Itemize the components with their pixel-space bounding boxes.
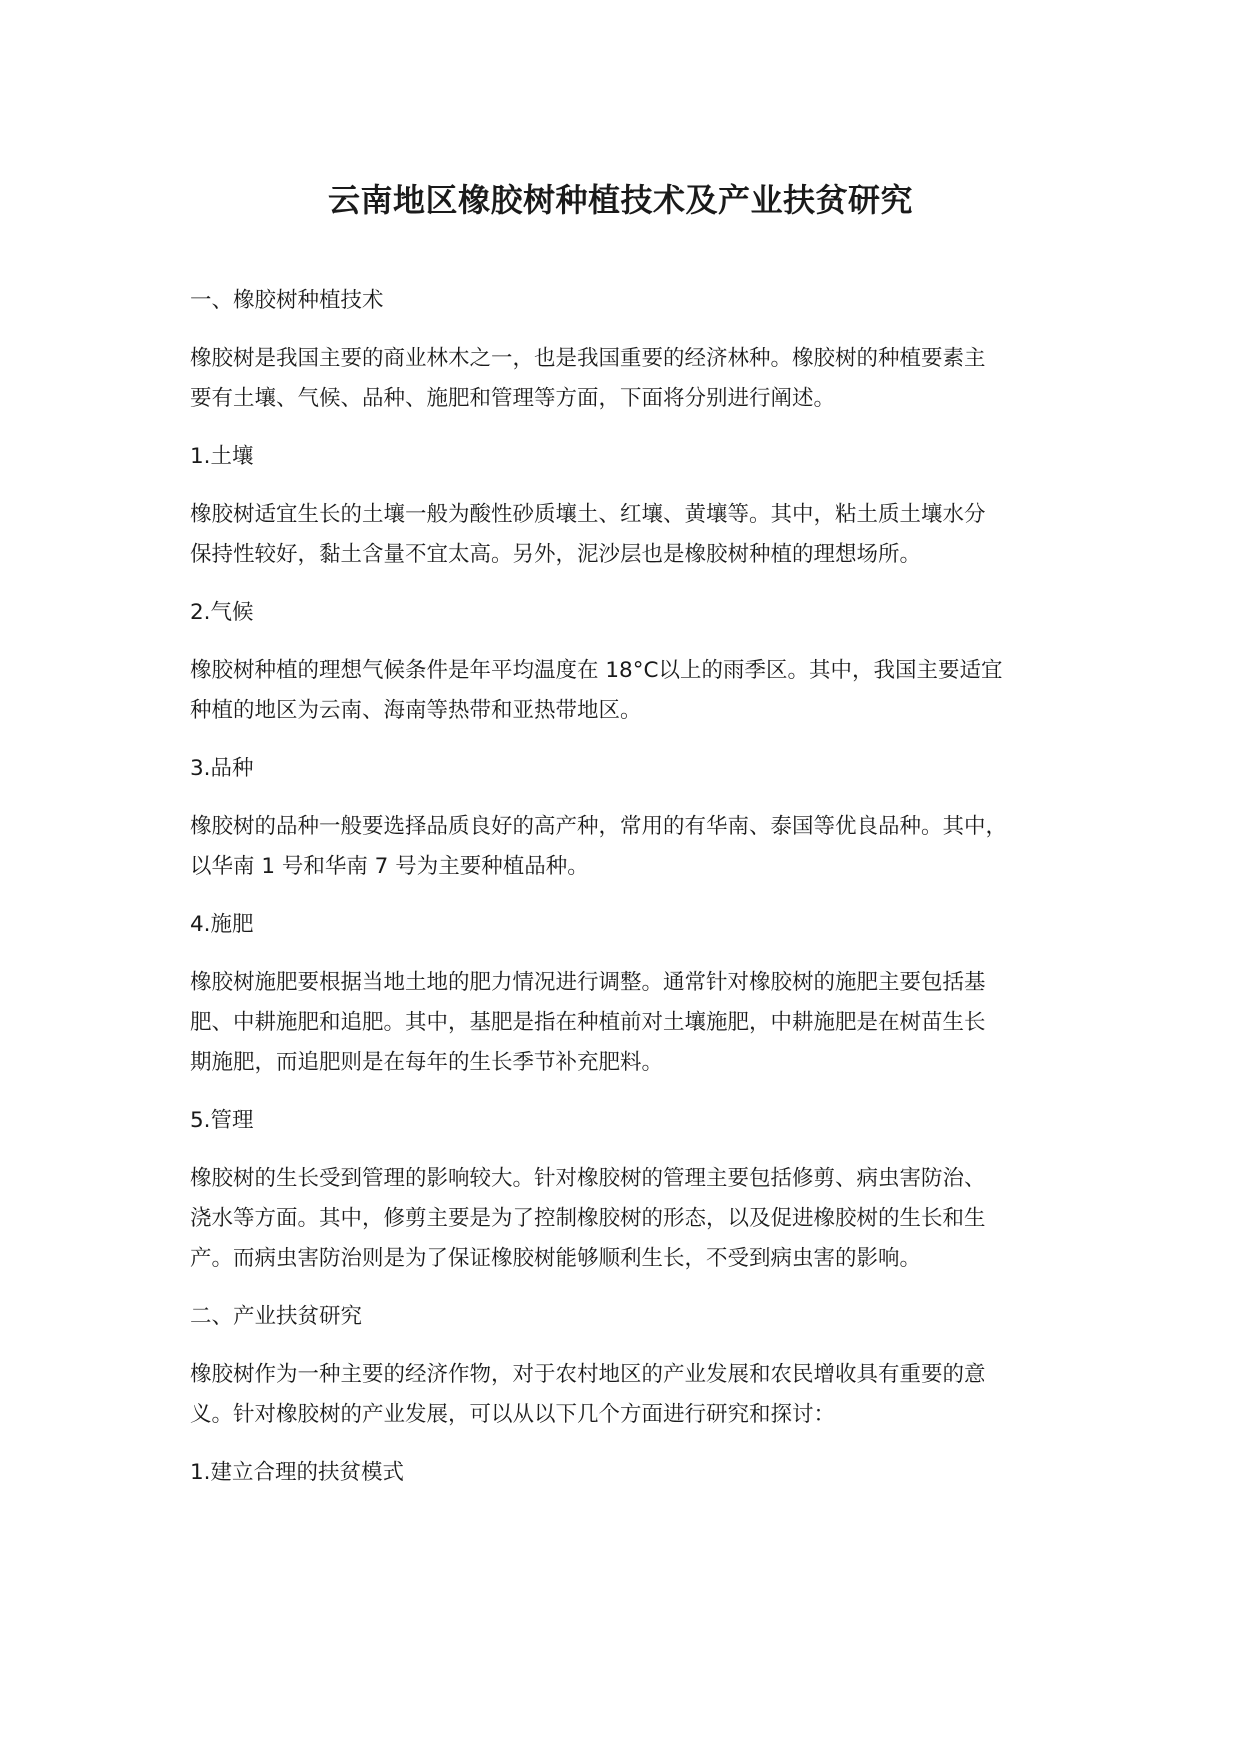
paragraph [190, 1159, 1080, 1279]
text-line: 4.施肥 [190, 912, 254, 937]
page-title: 云南地区橡胶树种植技术及产业扶贫研究 [327, 181, 913, 219]
paragraph [190, 651, 1080, 731]
paragraph [190, 495, 1080, 575]
text-line: 1.建立合理的扶贫模式 [190, 1460, 405, 1485]
text-line: 1.土壤 [190, 444, 254, 469]
section-heading [190, 281, 1080, 321]
document-body [190, 281, 1080, 1493]
text-line: 橡胶树种植的理想气候条件是年平均温度在 18°C以上的雨季区。其中，我国主要适宜 [190, 658, 1003, 683]
text-line: 保持性较好，黏土含量不宜太高。另外，泥沙层也是橡胶树种植的理想场所。 [190, 542, 922, 567]
paragraph [190, 1355, 1080, 1435]
section-heading [190, 437, 1080, 477]
text-line: 橡胶树的生长受到管理的影响较大。针对橡胶树的管理主要包括修剪、病虫害防治、 [190, 1166, 986, 1191]
paragraph [190, 339, 1080, 419]
paragraph [190, 807, 1080, 887]
text-line: 一、橡胶树种植技术 [190, 288, 384, 313]
section-heading [190, 593, 1080, 633]
paragraph [190, 963, 1080, 1083]
text-line: 橡胶树的品种一般要选择品质良好的高产种，常用的有华南、泰国等优良品种。其中， [190, 814, 1008, 839]
text-line: 橡胶树是我国主要的商业林木之一，也是我国重要的经济林种。橡胶树的种植要素主 [190, 346, 986, 371]
text-line: 要有土壤、气候、品种、施肥和管理等方面，下面将分别进行阐述。 [190, 386, 836, 411]
section-heading [190, 1453, 1080, 1493]
text-line: 浇水等方面。其中，修剪主要是为了控制橡胶树的形态，以及促进橡胶树的生长和生 [190, 1206, 986, 1231]
text-line: 3.品种 [190, 756, 254, 781]
text-line: 种植的地区为云南、海南等热带和亚热带地区。 [190, 698, 642, 723]
section-heading [190, 1297, 1080, 1337]
text-line: 橡胶树适宜生长的土壤一般为酸性砂质壤土、红壤、黄壤等。其中，粘土质土壤水分 [190, 502, 986, 527]
text-line: 5.管理 [190, 1108, 254, 1133]
section-heading [190, 749, 1080, 789]
text-line: 2.气候 [190, 600, 254, 625]
text-line: 义。针对橡胶树的产业发展，可以从以下几个方面进行研究和探讨： [190, 1402, 836, 1427]
text-line: 橡胶树作为一种主要的经济作物，对于农村地区的产业发展和农民增收具有重要的意 [190, 1362, 986, 1387]
text-line: 二、产业扶贫研究 [190, 1304, 363, 1329]
text-line: 橡胶树施肥要根据当地土地的肥力情况进行调整。通常针对橡胶树的施肥主要包括基 [190, 970, 986, 995]
text-line: 产。而病虫害防治则是为了保证橡胶树能够顺利生长，不受到病虫害的影响。 [190, 1246, 922, 1271]
text-line: 期施肥，而追肥则是在每年的生长季节补充肥料。 [190, 1050, 664, 1075]
section-heading [190, 905, 1080, 945]
text-line: 以华南 1 号和华南 7 号为主要种植品种。 [190, 854, 589, 879]
section-heading [190, 1101, 1080, 1141]
text-line: 肥、中耕施肥和追肥。其中，基肥是指在种植前对土壤施肥，中耕施肥是在树苗生长 [190, 1010, 986, 1035]
